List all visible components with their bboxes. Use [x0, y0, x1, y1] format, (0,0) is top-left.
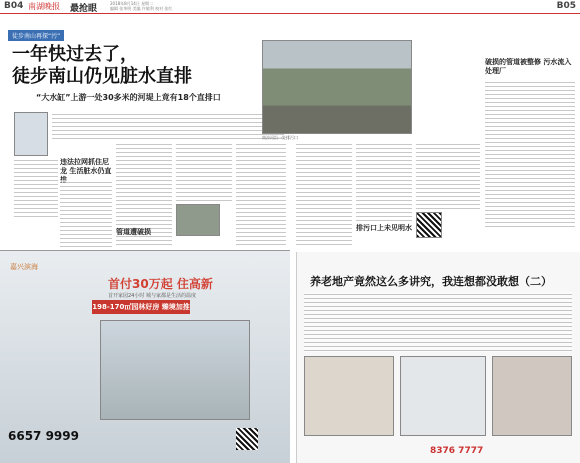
body-column-4: [176, 142, 232, 202]
ad-bathroom-photo: [400, 356, 486, 436]
body-column-5: [236, 142, 286, 248]
ad-headline: 首付30万起 住高新: [108, 277, 213, 291]
body-column-8: [416, 142, 480, 212]
ad-tagline: 首开家园24小时 城与家都是生活的温度: [108, 293, 196, 299]
photo-caption: 南沙河沿一处排污口: [262, 135, 298, 140]
ad-right-phone: 8376 7777: [430, 446, 484, 456]
intro-paragraph: [52, 112, 284, 140]
column-badge: 徒步南山再探“污”: [8, 30, 64, 41]
ad-qr-code: [236, 428, 258, 450]
right-column-text: [485, 80, 575, 230]
ad-logo: 嘉兴滨海: [10, 263, 38, 271]
ad-painting-photo: [100, 320, 250, 420]
headline-line-1: 一年快过去了，: [12, 44, 138, 65]
section-title: 最抢眼: [70, 4, 98, 14]
body-column-1a: [14, 158, 58, 218]
edition-date: 2018年8月14日 星期二: [110, 1, 154, 6]
side-heading-1: 违法拉网抓住尼龙 生活脏水仍直: [60, 158, 112, 175]
side-heading-3: 排污口上未见明水: [356, 224, 412, 232]
ad-price-bar: 198-170㎡园林好房 臻境加推: [92, 300, 190, 314]
ad-room-photo: [304, 356, 394, 436]
ad-right-text: [304, 292, 572, 352]
ad-right-title: 养老地产竟然这么多讲究，我连想都没敢想（二）: [310, 275, 552, 288]
right-column-heading: 破损的管道被整修 污水流入处理厂: [485, 58, 572, 75]
river-drain-photo: [262, 40, 412, 134]
ad-phone-number: 6657 9999: [8, 429, 79, 443]
headline-line-2: 徒步南山仍见脏水直排: [12, 66, 192, 87]
article-headline: [12, 44, 192, 88]
page-number-left: B04: [4, 1, 24, 11]
qr-code: [416, 212, 442, 238]
edition-info: [110, 1, 172, 11]
edition-editors: 编辑 张华明 美编 许敏利 校对 张红: [110, 6, 173, 11]
ad-bed-photo: [492, 356, 572, 436]
body-column-2: [60, 180, 112, 248]
body-column-6: [296, 142, 352, 246]
map-thumbnail: [14, 112, 48, 156]
newspaper-logo: 南湖晚报: [28, 2, 60, 11]
article-subheadline: “大水缸”上游一处30多米的河堤上竟有18个直排口: [36, 93, 221, 102]
body-column-7: [356, 142, 412, 222]
side-heading-2: 管道遭破损: [116, 228, 151, 236]
page-number-right: B05: [556, 1, 576, 11]
article-photo-small: [176, 204, 220, 236]
